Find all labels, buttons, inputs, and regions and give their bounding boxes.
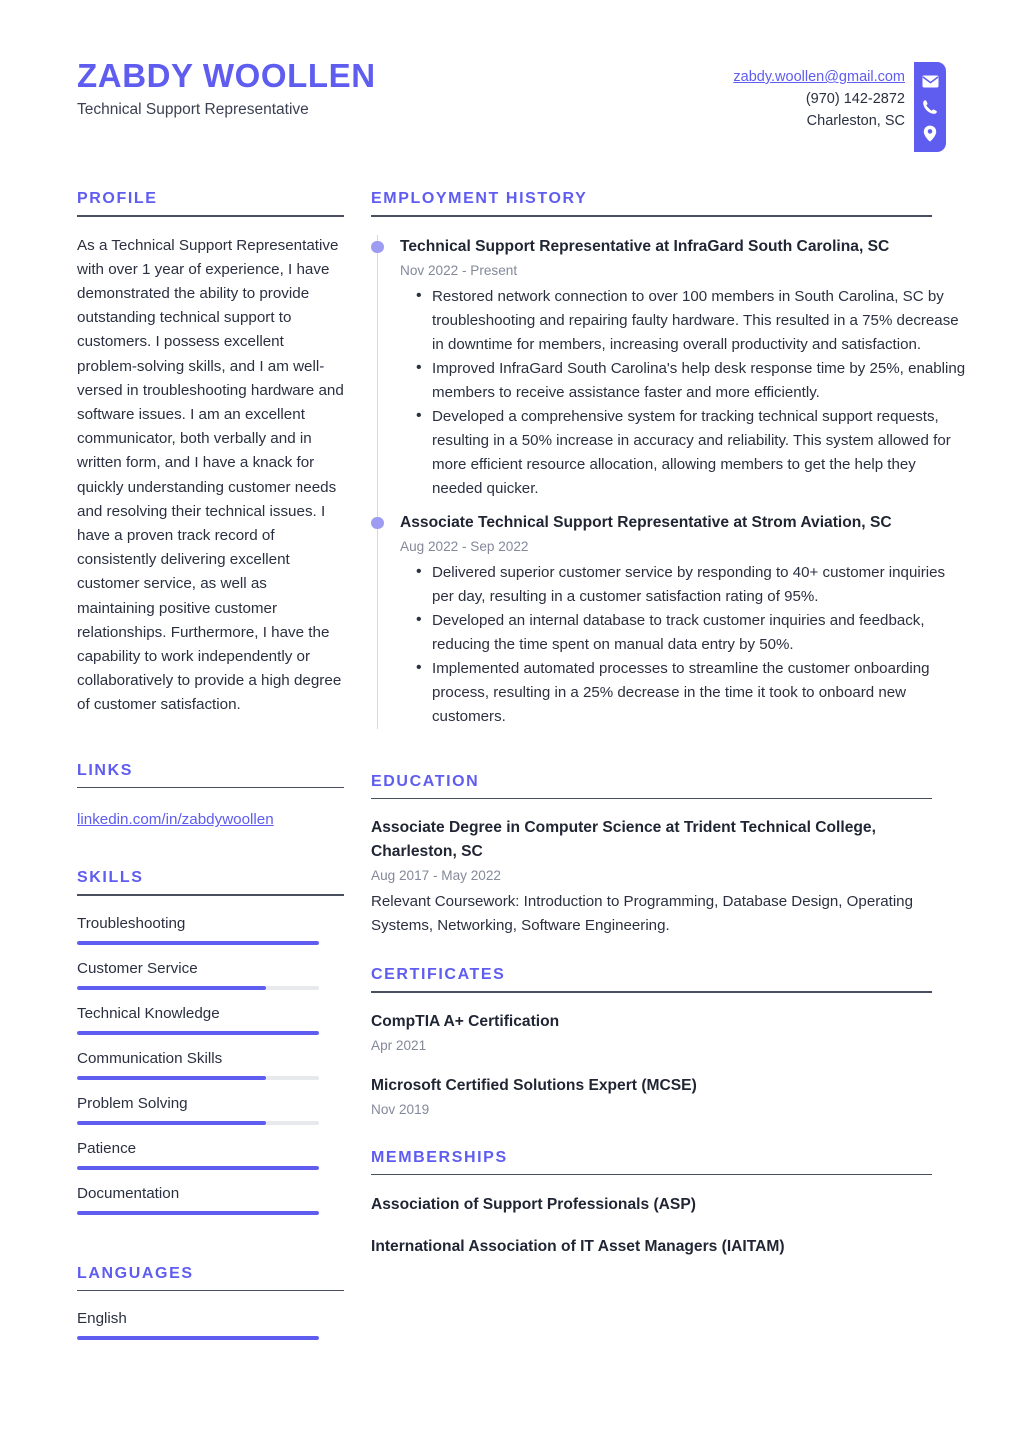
- section-divider: [371, 215, 932, 217]
- candidate-name: ZABDY WOOLLEN: [77, 57, 376, 94]
- skill-bar-fill: [77, 1121, 266, 1125]
- timeline-dot-icon: [371, 517, 384, 530]
- certificate-entry: [371, 1074, 966, 1121]
- certificate-dates: Apr 2021: [371, 1037, 427, 1053]
- section-divider: [77, 787, 344, 789]
- job-bullet: • Implemented automated processes to streamline the customer onboarding process, resulting in a 25% decrease in the time it took to onboard new customers.: [432, 657, 966, 729]
- contact-lines: [733, 62, 914, 132]
- job-title: Associate Technical Support Representative at Strom Aviation, SC: [400, 513, 892, 531]
- section-divider: [77, 215, 344, 217]
- skill-item: [77, 1092, 344, 1125]
- section-heading-links: LINKS: [77, 761, 133, 779]
- spacer: [371, 938, 966, 966]
- phone-icon: [914, 95, 946, 119]
- skill-item: [77, 912, 344, 945]
- left-column: [0, 190, 344, 1352]
- education-description: Relevant Coursework: Introduction to Programming, Database Design, Operating Systems, Networking, Software Engineering.: [371, 893, 913, 935]
- skill-bar-track: [77, 986, 319, 990]
- section-skills: [77, 869, 344, 1215]
- skill-label: Problem Solving: [77, 1094, 188, 1112]
- education-entry: [371, 816, 966, 938]
- language-label: English: [77, 1310, 127, 1328]
- certificate-dates: Nov 2019: [371, 1101, 430, 1117]
- header-identity: [77, 58, 376, 120]
- skill-label: Troubleshooting: [77, 914, 186, 932]
- job-entry: [400, 235, 966, 501]
- skill-label: Customer Service: [77, 959, 198, 977]
- section-heading-languages: LANGUAGES: [77, 1264, 194, 1282]
- job-bullet: • Developed an internal database to track customer inquiries and feedback, reducing the time spent on manual data entry by 50%.: [432, 609, 966, 657]
- section-heading-skills: SKILLS: [77, 869, 144, 887]
- candidate-job-title: Technical Support Representative: [77, 100, 309, 118]
- skill-bar-track: [77, 1076, 319, 1080]
- skill-bar-fill: [77, 941, 319, 945]
- skill-label: Communication Skills: [77, 1049, 223, 1067]
- spacer: [77, 718, 344, 762]
- certificate-title: CompTIA A+ Certification: [371, 1012, 560, 1030]
- section-education: [371, 773, 966, 939]
- skill-label: Patience: [77, 1139, 137, 1157]
- right-column: [344, 190, 1024, 1259]
- resume-body: [0, 190, 1024, 1352]
- skill-bar-fill: [77, 986, 266, 990]
- language-bar-fill: [77, 1336, 319, 1340]
- skill-bar-track: [77, 1031, 319, 1035]
- resume-header: [0, 0, 1024, 160]
- skill-bar-fill: [77, 1166, 319, 1170]
- link-item[interactable]: linkedin.com/in/zabdywoollen: [77, 811, 274, 829]
- spacer: [77, 831, 344, 869]
- certificate-entry: [371, 1010, 966, 1057]
- links-list: [77, 808, 344, 831]
- skill-item: [77, 1047, 344, 1080]
- envelope-icon: [914, 69, 946, 93]
- section-divider: [77, 894, 344, 896]
- section-heading-certificates: CERTIFICATES: [371, 966, 506, 984]
- language-item: [77, 1307, 344, 1340]
- skill-bar-fill: [77, 1211, 319, 1215]
- spacer: [371, 739, 966, 773]
- job-bullet: • Delivered superior customer service by responding to 40+ customer inquiries per day, resulting in a customer satisfaction rating of 95%.: [432, 561, 966, 609]
- skill-item: [77, 957, 344, 990]
- spacer: [371, 1121, 966, 1149]
- section-heading-profile: PROFILE: [77, 190, 158, 207]
- job-bullet: • Developed a comprehensive system for tracking technical support requests, resulting in a 50% increase in accuracy and reliability. This system allowed for more efficient resource allocation, allowing members to get the help they needed quicker.: [432, 405, 966, 501]
- section-profile: [77, 190, 344, 718]
- job-title: Technical Support Representative at InfraGard South Carolina, SC: [400, 237, 890, 255]
- skill-bar-fill: [77, 1031, 319, 1035]
- spacer: [77, 1227, 344, 1265]
- language-bar-track: [77, 1336, 319, 1340]
- languages-list: [77, 1307, 344, 1340]
- section-heading-employment: EMPLOYMENT HISTORY: [371, 190, 588, 207]
- skill-label: Documentation: [77, 1184, 180, 1202]
- section-heading-education: EDUCATION: [371, 772, 480, 790]
- skill-bar-track: [77, 1166, 319, 1170]
- section-divider: [371, 991, 932, 993]
- section-links: [77, 762, 344, 832]
- skill-bar-fill: [77, 1076, 266, 1080]
- skill-item: [77, 1182, 344, 1215]
- education-title: Associate Degree in Computer Science at Trident Technical College, Charleston, SC: [371, 819, 876, 861]
- job-bullet: • Improved InfraGard South Carolina's help desk response time by 25%, enabling members to receive assistance faster and more efficiently.: [432, 357, 966, 405]
- skills-list: [77, 912, 344, 1215]
- skill-item: [77, 1137, 344, 1170]
- timeline-dot-icon: [371, 241, 384, 254]
- section-divider: [371, 1174, 932, 1176]
- membership-entry: International Association of IT Asset Managers (IAITAM): [371, 1238, 785, 1256]
- skill-label: Technical Knowledge: [77, 1004, 220, 1022]
- section-divider: [371, 798, 932, 800]
- section-heading-memberships: MEMBERSHIPS: [371, 1148, 508, 1166]
- job-bullet: • Restored network connection to over 100 members in South Carolina, SC by troubleshooting and repairing faulty hardware. This resulted in a 75% decrease in downtime for members, increasing overall productivity and satisfaction.: [432, 285, 966, 357]
- section-employment-history: [371, 190, 966, 729]
- skill-bar-track: [77, 941, 319, 945]
- location-pin-icon: [914, 121, 946, 145]
- employment-timeline: [371, 235, 966, 729]
- job-bullets: [400, 561, 966, 729]
- contact-email[interactable]: zabdy.woollen@gmail.com: [733, 69, 905, 85]
- membership-entry: Association of Support Professionals (ASP): [371, 1196, 696, 1214]
- contact-location: Charleston, SC: [806, 113, 905, 129]
- education-dates: Aug 2017 - May 2022: [371, 868, 501, 884]
- section-memberships: [371, 1149, 966, 1260]
- job-entry: [400, 511, 966, 729]
- skill-bar-track: [77, 1211, 319, 1215]
- skill-bar-track: [77, 1121, 319, 1125]
- job-bullets: [400, 285, 966, 501]
- contact-block: [733, 62, 946, 152]
- section-divider: [77, 1290, 344, 1292]
- section-languages: [77, 1265, 344, 1341]
- certificate-title: Microsoft Certified Solutions Expert (MCSE): [371, 1076, 697, 1094]
- profile-summary-text: As a Technical Support Representative with over 1 year of experience, I have demonstrated the ability to provide outstanding technical support to customers. I possess excellent problem-solving skills, and I am well-versed in troubleshooting hardware and software issues. I am an excellent communicator, both verbally and in written form, and I have a knack for quickly understanding customer needs and resolving their technical issues. I have a proven track record of consistently delivering excellent customer service, as well as maintaining positive customer relationships. Furthermore, I have the capability to work independently or collaboratively to provide a high degree of customer satisfaction.: [77, 236, 344, 714]
- skill-item: [77, 1002, 344, 1035]
- job-dates: Nov 2022 - Present: [400, 262, 518, 278]
- job-dates: Aug 2022 - Sep 2022: [400, 538, 529, 554]
- contact-phone: (970) 142-2872: [805, 91, 905, 107]
- section-certificates: [371, 966, 966, 1121]
- contact-icon-bar: [914, 62, 946, 152]
